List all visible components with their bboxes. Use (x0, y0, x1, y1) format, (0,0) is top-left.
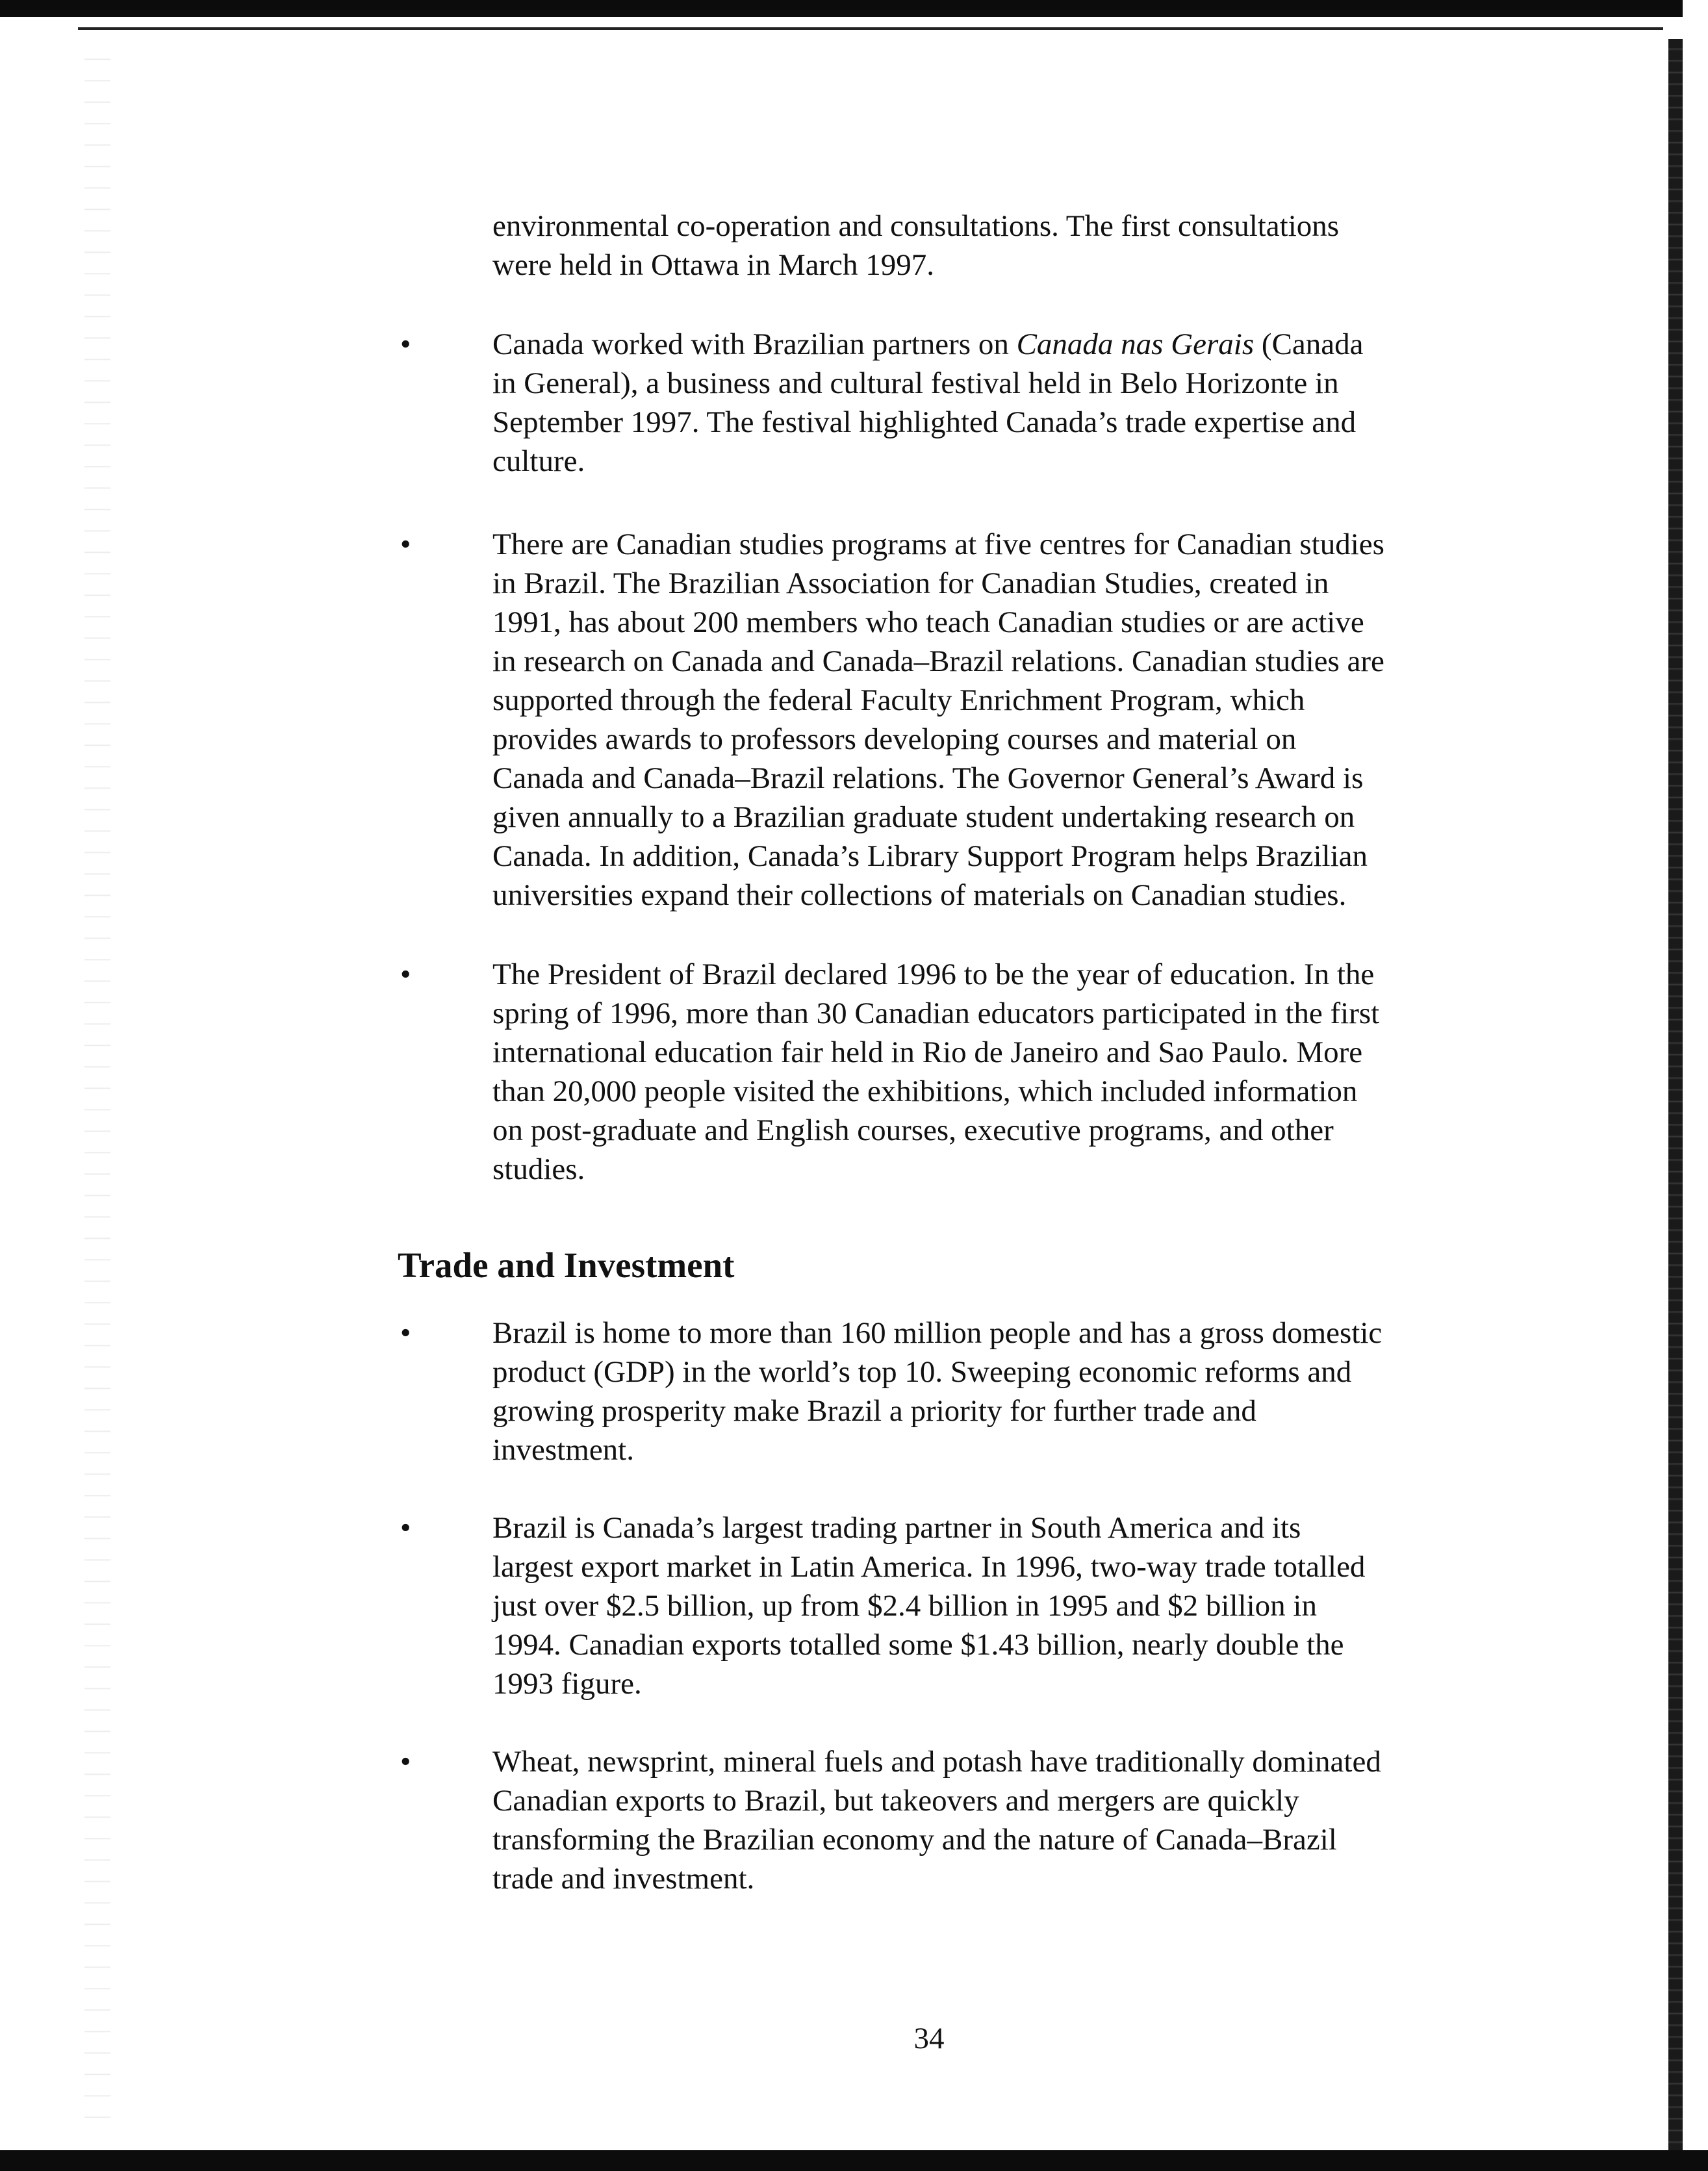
bullet-icon: • (400, 958, 411, 991)
bullet-icon: • (400, 327, 411, 361)
bullet-item-education-year (400, 955, 1506, 1189)
scan-border-right (1668, 39, 1683, 2157)
bullet-icon: • (400, 1511, 411, 1545)
bullet-text-post: (Canada in General), a business and cultural festival held in Belo Horizonte in September 1997. The festival highlighted Canada’s trade expertise and culture. (492, 327, 1364, 478)
scan-margin-right (1683, 0, 1708, 2171)
bullet-icon: • (400, 1745, 411, 1779)
bullet-text: Brazil is Canada’s largest trading partner in South America and its largest export market in Latin America. In 1996, two-way trade totalled just over $2.5 billion, up from $2.4 billion in 1995 and $2 billion in 1994. Canadian exports totalled some $1.43 billion, nearly double the 1993 figure. (492, 1511, 1366, 1701)
bullet-item-canada-nas-gerais (400, 325, 1506, 481)
bullet-text: Brazil is home to more than 160 million people and has a gross domestic product (GDP) in the world’s top 10. Sweeping economic reforms and growing prosperity make Brazil a priority for further trade and investment. (492, 1316, 1383, 1467)
bullet-item-trading-partner (400, 1508, 1506, 1703)
festival-title: Canada nas Gerais (1016, 327, 1255, 361)
bullet-text: There are Canadian studies programs at five centres for Canadian studies in Brazil. The Brazilian Association for Canadian Studies, created in 1991, has about 200 members who teach Canadian studies or are active in research on Canada and Canada–Brazil relations. Canadian studies are supported through the federal Faculty Enrichment Program, which provides awards to professors developing courses and material on Canada and Canada–Brazil relations. The Governor General’s Award is given annually to a Brazilian graduate student undertaking research on Canada. In addition, Canada’s Library Support Program helps Brazilian universities expand their collections of materials on Canadian studies. (492, 527, 1384, 912)
bullet-icon: • (400, 527, 411, 561)
section-heading: Trade and Investment (398, 1245, 735, 1285)
scan-rule-top (78, 27, 1663, 30)
scan-border-bottom (0, 2150, 1708, 2171)
bullet-item-exports (400, 1742, 1506, 1898)
bullet-text-pre: Canada worked with Brazilian partners on (492, 327, 1017, 361)
bullet-text (492, 325, 1506, 481)
page-number: 34 (913, 2022, 945, 2055)
bullet-item-brazil-population (400, 1314, 1506, 1469)
scan-left-specks (84, 39, 110, 2118)
bullet-text: Wheat, newsprint, mineral fuels and potash have traditionally dominated Canadian exports to Brazil, but takeovers and mergers are quickly transforming the Brazilian economy and the nature of Canada–Brazil trade and investment. (492, 1745, 1381, 1896)
bullet-icon: • (400, 1316, 411, 1350)
bullet-text: The President of Brazil declared 1996 to be the year of education. In the spring of 1996, more than 30 Canadian educators participated in the first international education fair held in Rio de Janeiro and Sao Paulo. More than 20,000 people visited the exhibitions, which included information on post-graduate and English courses, executive programs, and other studies. (492, 958, 1380, 1186)
bullet-item-canadian-studies (400, 525, 1506, 915)
continued-paragraph: environmental co-operation and consultations. The first consultations were held in Ottawa in March 1997. (492, 209, 1340, 282)
scan-border-top (0, 0, 1708, 17)
